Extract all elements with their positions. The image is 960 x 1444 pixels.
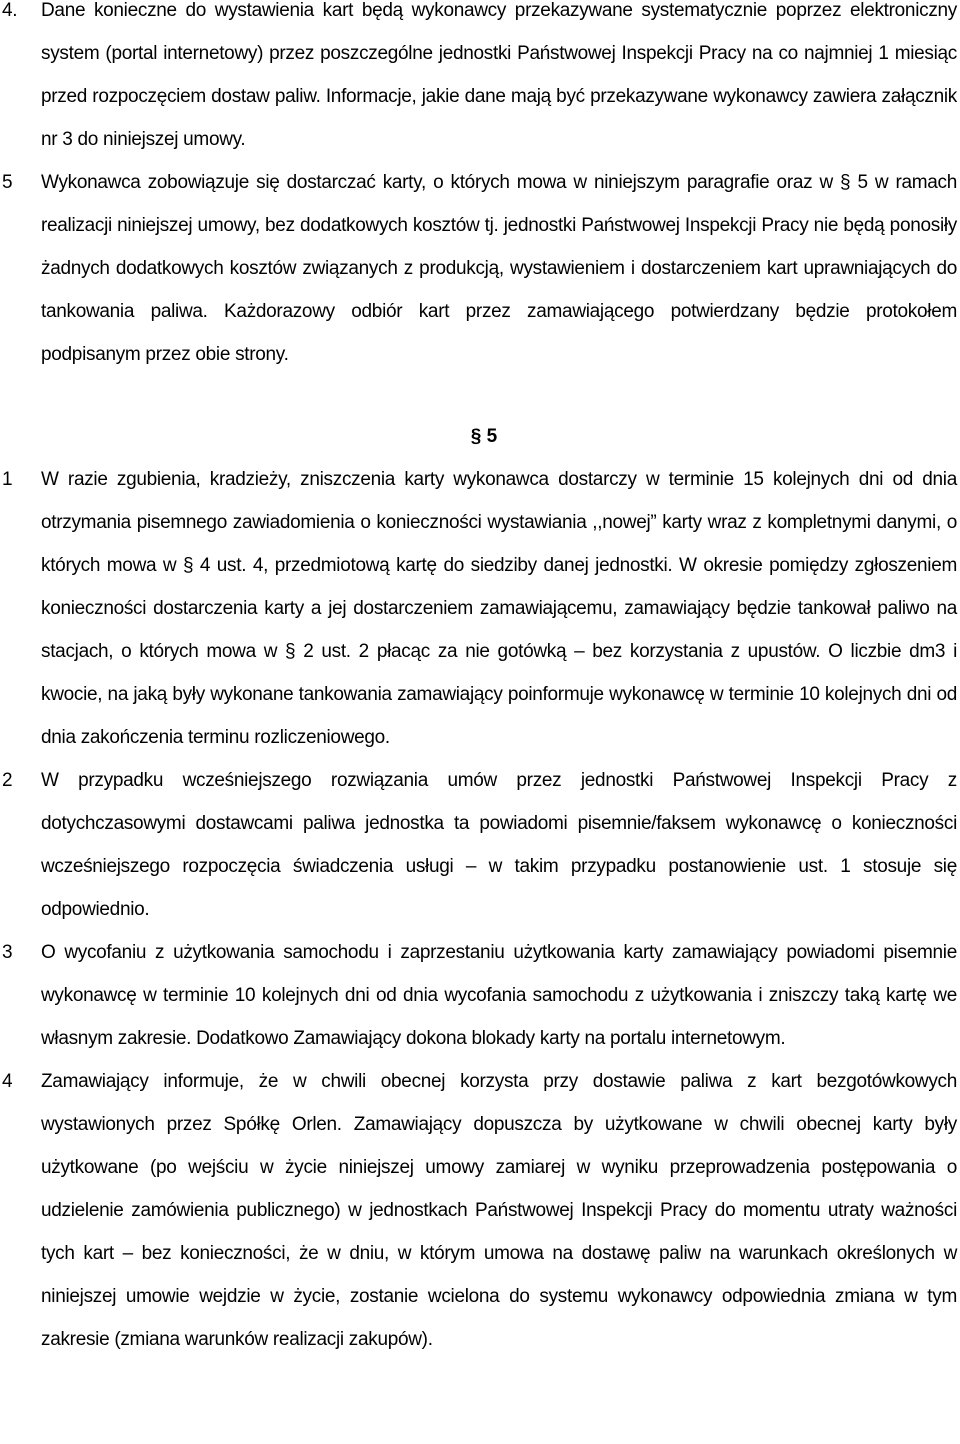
- item-number: 3: [2, 942, 13, 963]
- section-heading: § 5: [470, 426, 498, 447]
- item-number: 4.: [2, 0, 18, 21]
- item-text: Zamawiający informuje, że w chwili obecnej korzysta przy dostawie paliwa z kart bezgotówkowych wystawionych przez Spółkę Orlen. Zamawiający dopuszcza by użytkowane w chwili obecnej karty były użytkowane (po wejściu w życie niniejszej umowy zamiarej w wyniku przeprowadzenia postępowania o udzielenie zamówienia publicznego) w jednostkach Państwowej Inspekcji Pracy do momentu utraty ważności tych kart – bez konieczności, że w dniu, w którym umowa na dostawę paliw na warunkach określonych w niniejszej umowie wejdzie w życie, zostanie wcielona do systemu wykonawcy odpowiednia zmiana w tym zakresie (zmiana warunków realizacji zakupów).: [41, 1071, 957, 1350]
- list-item: [0, 931, 960, 1060]
- item-number: 5: [2, 172, 13, 193]
- list-item: [0, 161, 960, 376]
- list-item: [0, 0, 960, 161]
- item-text: Dane konieczne do wystawienia kart będą wykonawcy przekazywane systematycznie poprzez elektroniczny system (portal internetowy) przez poszczególne jednostki Państwowej Inspekcji Pracy na co najmniej 1 miesiąc przed rozpoczęciem dostaw paliw. Informacje, jakie dane mają być przekazywane wykonawcy zawiera załącznik nr 3 do niniejszej umowy.: [41, 0, 957, 150]
- list-item: [0, 1060, 960, 1361]
- item-text: O wycofaniu z użytkowania samochodu i zaprzestaniu użytkowania karty zamawiający powiadomi pisemnie wykonawcę w terminie 10 kolejnych dni od dnia wycofania samochodu z użytkowania i zniszczy taką kartę we własnym zakresie. Dodatkowo Zamawiający dokona blokady karty na portalu internetowym.: [41, 942, 957, 1049]
- item-number: 4: [2, 1071, 13, 1092]
- item-number: 1: [2, 469, 13, 490]
- item-text: Wykonawca zobowiązuje się dostarczać karty, o których mowa w niniejszym paragrafie oraz w § 5 w ramach realizacji niniejszej umowy, bez dodatkowych kosztów tj. jednostki Państwowej Inspekcji Pracy nie będą ponosiły żadnych dodatkowych kosztów związanych z produkcją, wystawieniem i dostarczeniem kart uprawniających do tankowania paliwa. Każdorazowy odbiór kart przez zamawiającego potwierdzany będzie protokołem podpisanym przez obie strony.: [41, 172, 957, 365]
- list-item: [0, 759, 960, 931]
- item-text: W razie zgubienia, kradzieży, zniszczenia karty wykonawca dostarczy w terminie 15 kolejnych dni od dnia otrzymania pisemnego zawiadomienia o konieczności wystawiania ,,nowej” karty wraz z kompletnymi danymi, o których mowa w § 4 ust. 4, przedmiotową kartę do siedziby danej jednostki. W okresie pomiędzy zgłoszeniem konieczności dostarczenia karty a jej dostarczeniem zamawiającemu, zamawiający będzie tankował paliwo na stacjach, o których mowa w § 2 ust. 2 płacąc za nie gotówką – bez korzystania z upustów. O liczbie dm3 i kwocie, na jaką były wykonane tankowania zamawiający poinformuje wykonawcę w terminie 10 kolejnych dni od dnia zakończenia terminu rozliczeniowego.: [41, 469, 957, 748]
- item-number: 2: [2, 770, 13, 791]
- item-text: W przypadku wcześniejszego rozwiązania umów przez jednostki Państwowej Inspekcji Pracy z dotychczasowymi dostawcami paliwa jednostka ta powiadomi pisemnie/faksem wykonawcę o konieczności wcześniejszego rozpoczęcia świadczenia usługi – w takim przypadku postanowienie ust. 1 stosuje się odpowiednio.: [41, 770, 957, 920]
- list-item: [0, 458, 960, 759]
